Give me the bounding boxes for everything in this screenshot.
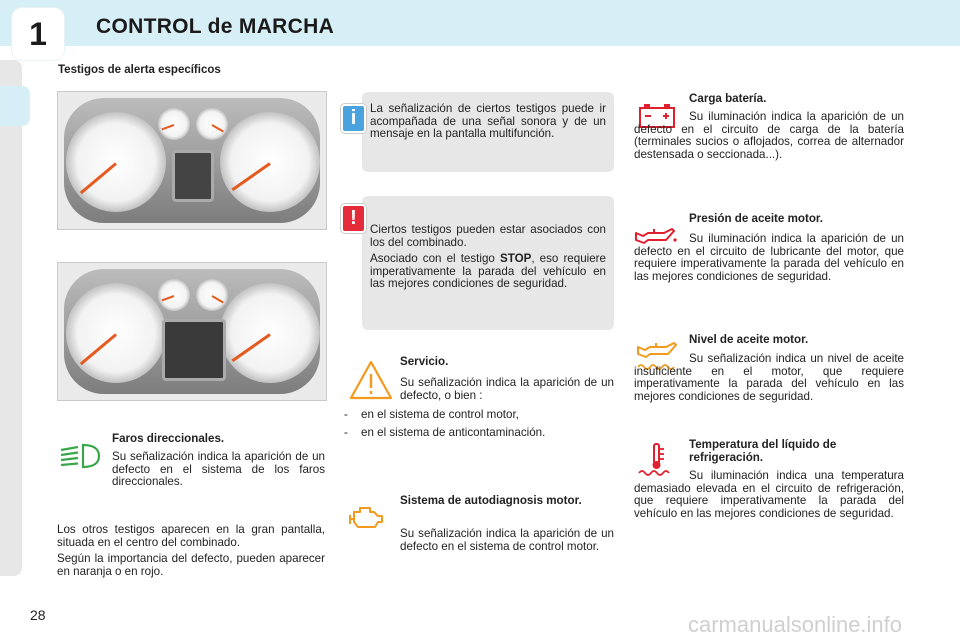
oil-level-text: Su señalización indica un nivel de aceite insuficiente en el motor, que requiere imperativamente la parada del vehículo en las mejores condiciones de seguridad. — [634, 352, 904, 403]
coolant-temperature-text: Su iluminación indica una temperatura demasiado elevada en el circuito de refrigeración, que requiere imperativamente la parada del vehículo en las mejores condiciones de seguridad. — [634, 469, 904, 520]
engine-self-diagnosis-text: Su señalización indica la aparición de un defecto en el sistema de control motor. — [400, 527, 614, 553]
page-title: CONTROL de MARCHA — [96, 15, 335, 38]
warning-text-2-a: Asociado con el testigo — [370, 252, 500, 266]
left-margin-marker — [0, 86, 30, 126]
warning-icon: ! — [341, 204, 366, 233]
coolant-temperature-title: Temperatura del líquido de refrigeración. — [689, 438, 837, 464]
page-number: 28 — [30, 607, 46, 623]
service-text: Su señalización indica la aparición de un defecto, o bien : — [400, 376, 614, 402]
oil-pressure-title: Presión de aceite motor. — [689, 212, 824, 225]
instrument-cluster-image-1 — [57, 91, 327, 230]
instrument-cluster-image-2 — [57, 262, 327, 401]
section-subtitle: Testigos de alerta específicos — [58, 64, 221, 76]
battery-title: Carga batería. — [689, 92, 767, 105]
warning-note-text — [370, 224, 606, 291]
chapter-number: 1 — [29, 16, 47, 52]
watermark: carmanualsonline.info — [688, 612, 903, 637]
engine-fault-icon — [348, 502, 386, 532]
warning-text-1: Ciertos testigos pueden estar asociados con los del combinado. — [370, 223, 606, 249]
oil-pressure-text: Su iluminación indica la aparición de un defecto en el circuito de lubricante del motor, que requiere imperativamente la parada del vehículo en las mejores condiciones de seguridad. — [634, 232, 904, 283]
info-icon: i — [341, 104, 366, 133]
engine-self-diagnosis-title: Sistema de autodiagnosis motor. — [400, 494, 582, 507]
left-margin-strip — [0, 60, 22, 576]
stop-label: STOP — [499, 252, 532, 266]
service-list — [344, 409, 624, 439]
service-list-item: - en el sistema de control motor, — [344, 408, 519, 421]
service-title: Servicio. — [400, 355, 449, 368]
headlamp-text: Su señalización indica la aparición de un defecto en el sistema de los faros direccionales. — [112, 450, 325, 489]
info-note-text: La señalización de ciertos testigos puede ir acompañada de una señal sonora y de un mensaje en la pantalla multifunción. — [370, 102, 606, 141]
battery-text: Su iluminación indica la aparición de un defecto en el circuito de carga de la batería (terminales sucios o aflojados, correa de alternador destensada o seccionada...). — [634, 110, 904, 161]
other-warnings-p1: Los otros testigos aparecen en la gran pantalla, situada en el centro del combinado. — [57, 523, 325, 549]
warning-text-2-b: , eso requiere imperativamente la parada del vehículo en las mejores condiciones de seguridad. — [370, 252, 606, 291]
service-warning-triangle-icon — [349, 360, 393, 400]
service-list-item: - en el sistema de anticontaminación. — [344, 425, 546, 439]
other-warnings-text — [57, 524, 325, 578]
headlamp-fault-icon — [59, 442, 101, 470]
other-warnings-p2: Según la importancia del defecto, pueden aparecer en naranja o en rojo. — [57, 552, 325, 578]
headlamp-title: Faros direccionales. — [112, 432, 225, 445]
warning-text-2 — [370, 253, 606, 291]
oil-level-title: Nivel de aceite motor. — [689, 333, 809, 346]
